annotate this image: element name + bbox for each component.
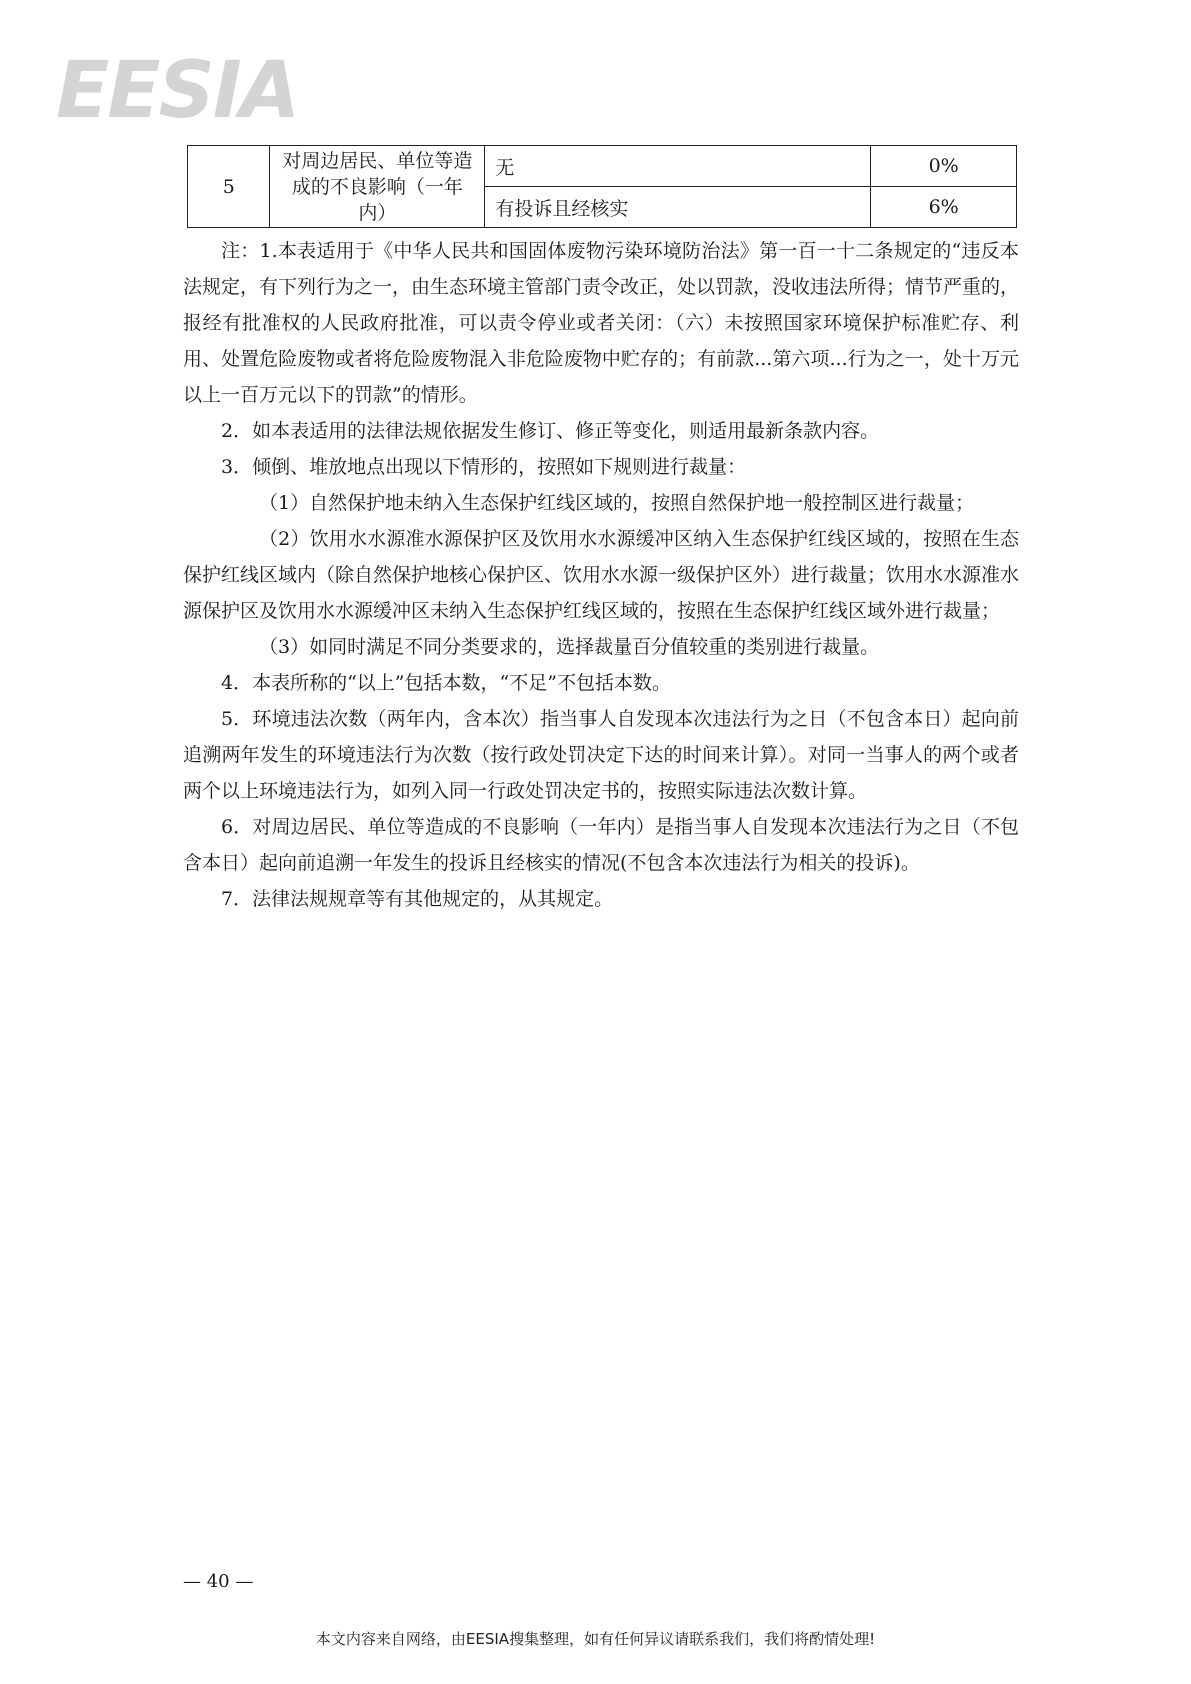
note-2: 2．如本表适用的法律法规依据发生修订、修正等变化，则适用最新条款内容。 (221, 420, 880, 442)
table-row (188, 146, 1017, 187)
note-5: 5．环境违法次数（两年内，含本次）指当事人自发现本次违法行为之日（不包含本日）起向前追溯两年发生的环境违法行为次数（按行政处罚决定下达的时间来计算）。对同一当事人的两个或者两个以上环境违法行为，如列入同一行政处罚决定书的，按照实际违法次数计算。 (183, 708, 1019, 802)
eesia-logo: EESIA (56, 46, 299, 136)
percent-cell: 6% (871, 187, 1017, 228)
row-number-cell: 5 (188, 146, 270, 228)
notes-section (183, 233, 1019, 917)
item-cell: 对周边居民、单位等造成的不良影响（一年内） (270, 146, 485, 228)
note-6: 6．对周边居民、单位等造成的不良影响（一年内）是指当事人自发现本次违法行为之日（不包含本日）起向前追溯一年发生的投诉且经核实的情况(不包含本次违法行为相关的投诉)。 (183, 816, 1019, 874)
footer-disclaimer: 本文内容来自网络，由EESIA搜集整理，如有任何异议请联系我们，我们将酌情处理! (315, 1630, 876, 1648)
condition-cell: 有投诉且经核实 (485, 187, 871, 228)
note-7: 7．法律法规规章等有其他规定的，从其规定。 (221, 888, 614, 910)
score-table (187, 145, 1017, 228)
note-3: 3．倾倒、堆放地点出现以下情形的，按照如下规则进行裁量： (221, 456, 747, 478)
note-3-sub-3: （3）如同时满足不同分类要求的，选择裁量百分值较重的类别进行裁量。 (259, 636, 880, 658)
condition-cell: 无 (485, 146, 871, 187)
note-3-sub-1: （1）自然保护地未纳入生态保护红线区域的，按照自然保护地一般控制区进行裁量； (259, 492, 975, 514)
note-3-sub-2: （2）饮用水水源准水源保护区及饮用水水源缓冲区纳入生态保护红线区域的，按照在生态保护红线区域内（除自然保护地核心保护区、饮用水水源一级保护区外）进行裁量；饮用水水源准水源保护区及饮用水水源缓冲区未纳入生态保护红线区域的，按照在生态保护红线区域外进行裁量； (183, 528, 1020, 622)
page-number: — 40 — (183, 1571, 254, 1592)
percent-cell: 0% (871, 146, 1017, 187)
note-4: 4．本表所称的“以上”包括本数，“不足”不包括本数。 (221, 672, 671, 694)
note-1: 注：1.本表适用于《中华人民共和国固体废物污染环境防治法》第一百一十二条规定的“违反本法规定，有下列行为之一，由生态环境主管部门责令改正，处以罚款，没收违法所得；情节严重的，报经有批准权的人民政府批准，可以责令停业或者关闭：（六）未按照国家环境保护标准贮存、利用、处置危险废物或者将危险废物混入非危险废物中贮存的；有前款...第六项...行为之一，处十万元以上一百万元以下的罚款”的情形。 (183, 240, 1020, 406)
